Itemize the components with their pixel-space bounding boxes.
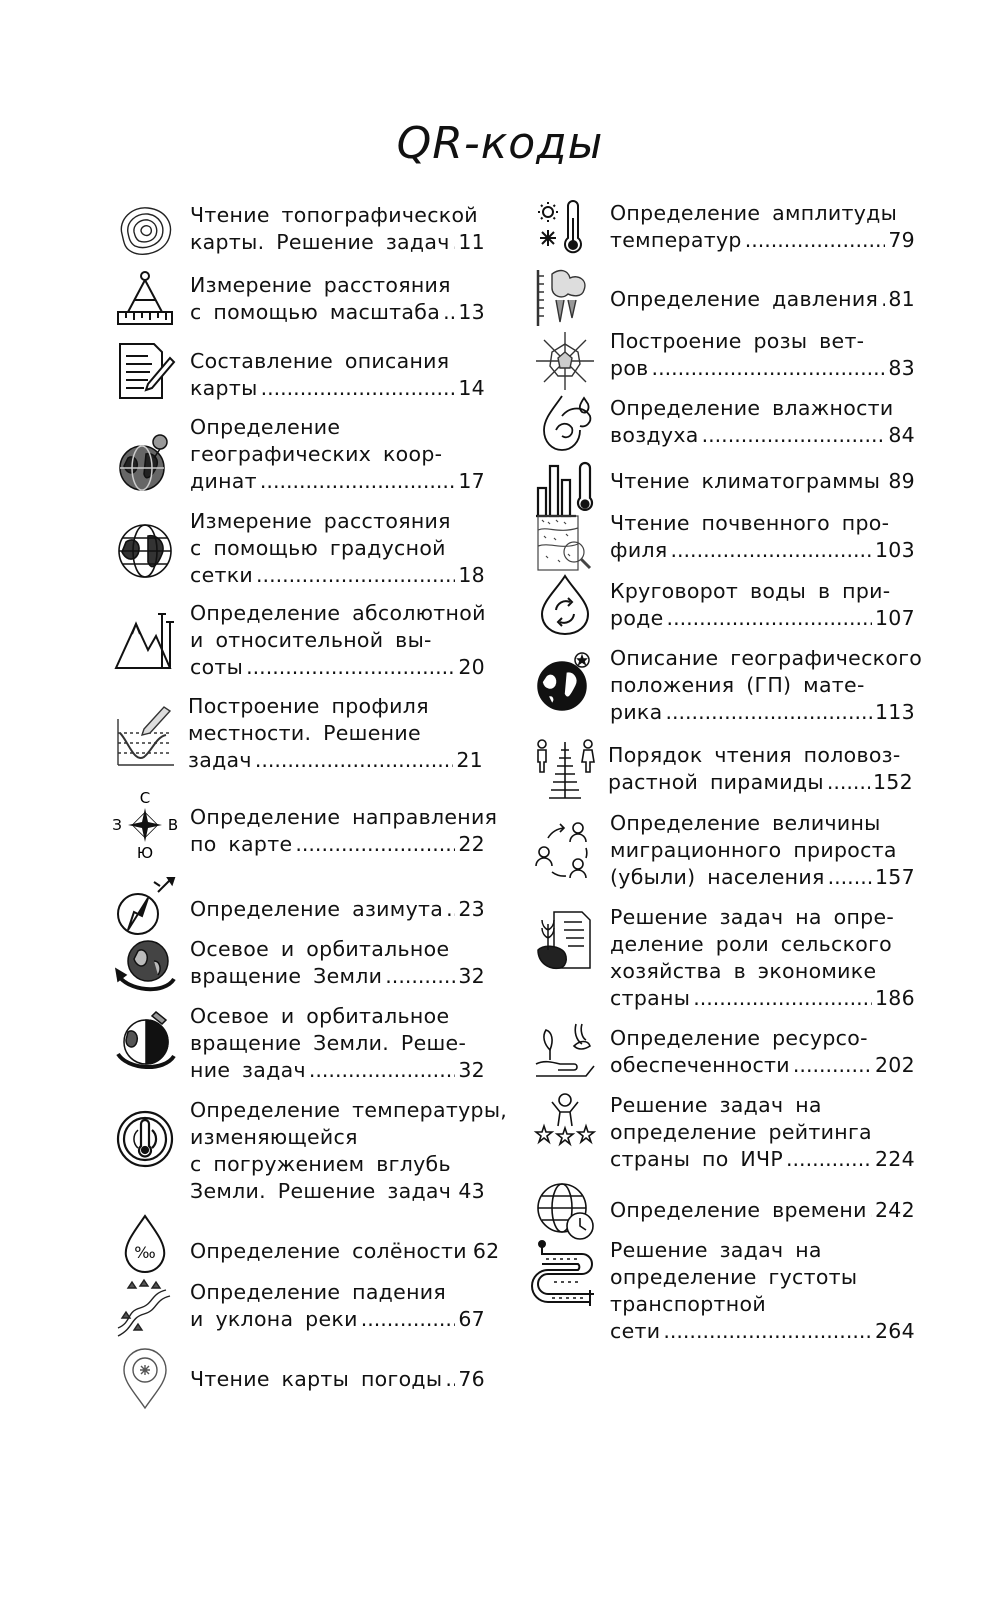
- leader-dots: [453, 229, 456, 256]
- leader-dots: [246, 654, 455, 681]
- leader-dots: [446, 896, 455, 923]
- page-number: 186: [874, 986, 915, 1010]
- entry-title-line: вращение Земли: [190, 964, 383, 988]
- entry-title-line: географических коор-: [190, 442, 443, 466]
- entry-title-line: страны по ИЧР: [610, 1147, 784, 1171]
- entry-title-line: ние задач: [190, 1058, 306, 1082]
- entry-title-line: Построение профиля: [188, 694, 429, 718]
- leader-dots: [671, 537, 872, 564]
- entry-title-line: Определение: [190, 415, 341, 439]
- entry-title-line: Определение давления: [610, 287, 879, 311]
- entry-title-line: сети: [610, 1319, 661, 1343]
- rating-stars-icon: [534, 1090, 596, 1152]
- entry-title-line: Чтение топографической: [190, 203, 478, 227]
- entry-title-line: деление роли сельского: [610, 932, 893, 956]
- globe-grid-icon: [114, 520, 176, 582]
- water-cycle-icon: [534, 574, 596, 636]
- entry-title-line: Определение влажности: [610, 396, 894, 420]
- compass-north-label: С: [139, 789, 151, 807]
- entry-title-line: (убыли) населения: [610, 865, 825, 889]
- entry-title-line: карты: [190, 376, 258, 400]
- leader-dots: [663, 1318, 872, 1345]
- compass-west-label: З: [112, 816, 122, 834]
- page-number: 32: [458, 1058, 485, 1082]
- page-number: 83: [888, 356, 915, 380]
- thermometer-sun-snow-icon: [534, 198, 596, 260]
- entry-title-line: Определение амплитуды: [610, 201, 898, 225]
- entry-title-line: ров: [610, 356, 649, 380]
- compass-rose-icon: [110, 790, 180, 860]
- leader-dots: [261, 375, 456, 402]
- entry-title-line: Решение задач на: [610, 1093, 822, 1117]
- entry-title-line: по карте: [190, 832, 293, 856]
- river-slope-icon: [114, 1278, 176, 1340]
- page-number: 76: [458, 1367, 485, 1391]
- entry-title-line: Осевое и орбитальное: [190, 937, 450, 961]
- compass-south-label: Ю: [136, 844, 154, 862]
- entry-title-line: определение рейтинга: [610, 1120, 872, 1144]
- entry-title-line: сетки: [190, 563, 254, 587]
- profile-chart-pencil-icon: [114, 705, 176, 767]
- compass-scale-icon: [114, 268, 176, 330]
- page-number: 79: [888, 228, 915, 252]
- entry-title-line: воздуха: [610, 423, 699, 447]
- resources-hand-icon: [534, 1020, 596, 1082]
- page-number: 23: [458, 897, 485, 921]
- water-drop-permille-icon: [114, 1212, 176, 1274]
- entry-title-line: и относительной вы-: [190, 628, 432, 652]
- entry-title-line: Осевое и орбитальное: [190, 1004, 450, 1028]
- page-title: QR-коды: [396, 118, 604, 169]
- globe-pin-icon: [114, 432, 176, 494]
- entry-title-line: определение густоты: [610, 1265, 858, 1289]
- page-number: 107: [874, 606, 915, 630]
- page-number: 18: [458, 563, 485, 587]
- page-number: 11: [458, 230, 485, 254]
- topographic-map-icon: [114, 200, 176, 262]
- entry-title-line: Круговорот воды в при-: [610, 579, 891, 603]
- leader-dots: [443, 299, 455, 326]
- leader-dots: [667, 605, 872, 632]
- page-number: 224: [874, 1147, 915, 1171]
- page-number: 157: [874, 865, 915, 889]
- leader-dots: [745, 227, 886, 254]
- entry-title-line: Определение величины: [610, 811, 881, 835]
- earth-thermometer-icon: [114, 1108, 176, 1170]
- page-number: 43: [458, 1179, 485, 1203]
- leader-dots: [693, 985, 872, 1012]
- entry-title-line: и уклона реки: [190, 1307, 358, 1331]
- entry-title-line: Определение абсолютной: [190, 601, 486, 625]
- entry-title-line: Решение задач на: [610, 1238, 822, 1262]
- page-number: 242: [874, 1198, 915, 1222]
- page-number: 14: [458, 376, 485, 400]
- population-pyramid-icon: [534, 738, 596, 800]
- entry-title-line: местности. Решение: [188, 721, 421, 745]
- leader-dots: [652, 355, 886, 382]
- entry-title-line: с помощью градусной: [190, 536, 446, 560]
- entry-title-line: миграционного прироста: [610, 838, 897, 862]
- page-number: 62: [472, 1239, 500, 1263]
- entry-title-line: Чтение климатограммы: [610, 469, 881, 493]
- entry-title-line: температур: [610, 228, 742, 252]
- entry-title-line: Определение солёности: [190, 1239, 467, 1263]
- page-number: 84: [888, 423, 915, 447]
- road-route-icon: [534, 1240, 596, 1312]
- page-number: 152: [872, 770, 913, 794]
- entry-title-line: положения (ГП) мате-: [610, 673, 865, 697]
- leader-dots: [256, 562, 455, 589]
- page-number: 202: [874, 1053, 915, 1077]
- entry-title-line: Чтение карты погоды: [190, 1367, 443, 1391]
- entry-title-line: Решение задач на опре-: [610, 905, 895, 929]
- compass-east-label: В: [167, 816, 179, 834]
- wind-rose-icon: [534, 330, 596, 392]
- leader-dots: [255, 747, 454, 774]
- pressure-icon: [534, 266, 596, 328]
- leader-dots: [385, 963, 455, 990]
- page-number: 103: [874, 538, 915, 562]
- entry-title-line: страны: [610, 986, 691, 1010]
- page-number: 67: [458, 1307, 485, 1331]
- page-number: 20: [458, 655, 485, 679]
- page-number: 264: [874, 1319, 915, 1343]
- entry-title-line: с погружением вглубь: [190, 1152, 451, 1176]
- soil-profile-icon: [534, 512, 596, 574]
- entry-title-line: Чтение почвенного про-: [610, 511, 890, 535]
- globe-clock-icon: [534, 1180, 596, 1242]
- entry-title-line: Определение азимута: [190, 897, 444, 921]
- entry-title-line: Определение температуры,: [190, 1098, 508, 1122]
- page-number: 13: [458, 300, 485, 324]
- leader-dots: [445, 1366, 455, 1393]
- entry-title-line: транспортной: [610, 1292, 766, 1316]
- page-number: 17: [458, 469, 485, 493]
- entry-title-line: обеспеченности: [610, 1053, 790, 1077]
- entry-title-line: вращение Земли. Реше-: [190, 1031, 467, 1055]
- entry-title-line: Описание географического: [610, 646, 923, 670]
- globe-location-icon: [534, 650, 596, 712]
- page-number: 32: [458, 964, 485, 988]
- leader-dots: [295, 831, 455, 858]
- entry-title-line: роде: [610, 606, 664, 630]
- leader-dots: [870, 1197, 872, 1224]
- leader-dots: [702, 422, 886, 449]
- document-pencil-icon: [114, 340, 176, 402]
- leader-dots: [786, 1146, 872, 1173]
- migration-icon: [534, 820, 596, 882]
- entry-title-line: с помощью масштаба: [190, 300, 441, 324]
- azimuth-compass-icon: [114, 876, 176, 938]
- earth-day-night-icon: [114, 1010, 176, 1072]
- leader-dots: [881, 286, 885, 313]
- entry-title-line: изменяющейся: [190, 1125, 358, 1149]
- entry-title-line: Построение розы вет-: [610, 329, 865, 353]
- agriculture-report-icon: [534, 910, 596, 972]
- page-number: 21: [456, 748, 483, 772]
- entry-title-line: Определение времени: [610, 1198, 867, 1222]
- page-number: 113: [874, 700, 915, 724]
- entry-title-line: карты. Решение задач: [190, 230, 450, 254]
- leader-dots: [793, 1052, 872, 1079]
- entry-title-line: Составление описания: [190, 349, 450, 373]
- entry-title-line: Определение ресурсо-: [610, 1026, 868, 1050]
- entry-title-line: хозяйства в экономике: [610, 959, 877, 983]
- entry-title-line: рика: [610, 700, 663, 724]
- leader-dots: [827, 769, 870, 796]
- entry-title-line: динат: [190, 469, 257, 493]
- leader-dots: [828, 864, 872, 891]
- entry-title-line: задач: [188, 748, 252, 772]
- leader-dots: [361, 1306, 456, 1333]
- humidity-drop-icon: [534, 392, 596, 454]
- leader-dots: [454, 1178, 455, 1205]
- mountains-height-icon: [114, 610, 176, 672]
- climate-chart-icon: [534, 458, 596, 520]
- entry-title-line: Измерение расстояния: [190, 509, 451, 533]
- page-number: 81: [888, 287, 915, 311]
- entry-title-line: растной пирамиды: [608, 770, 824, 794]
- leader-dots: [260, 468, 455, 495]
- leader-dots: [665, 699, 871, 726]
- page-number: 22: [458, 832, 485, 856]
- entry-title-line: филя: [610, 538, 668, 562]
- entry-title-line: Измерение расстояния: [190, 273, 451, 297]
- leader-dots: [309, 1057, 455, 1084]
- svg-text:‰: ‰: [134, 1243, 156, 1262]
- earth-rotation-icon: [114, 935, 176, 997]
- entry-title-line: Определение направления: [190, 805, 498, 829]
- weather-map-pin-icon: [114, 1348, 176, 1410]
- leader-dots: [883, 468, 885, 495]
- page-number: 89: [888, 469, 915, 493]
- entry-title-line: Порядок чтения половоз-: [608, 743, 901, 767]
- entry-title-line: Определение падения: [190, 1280, 447, 1304]
- entry-title-line: соты: [190, 655, 244, 679]
- entry-title-line: Земли. Решение задач: [190, 1179, 452, 1203]
